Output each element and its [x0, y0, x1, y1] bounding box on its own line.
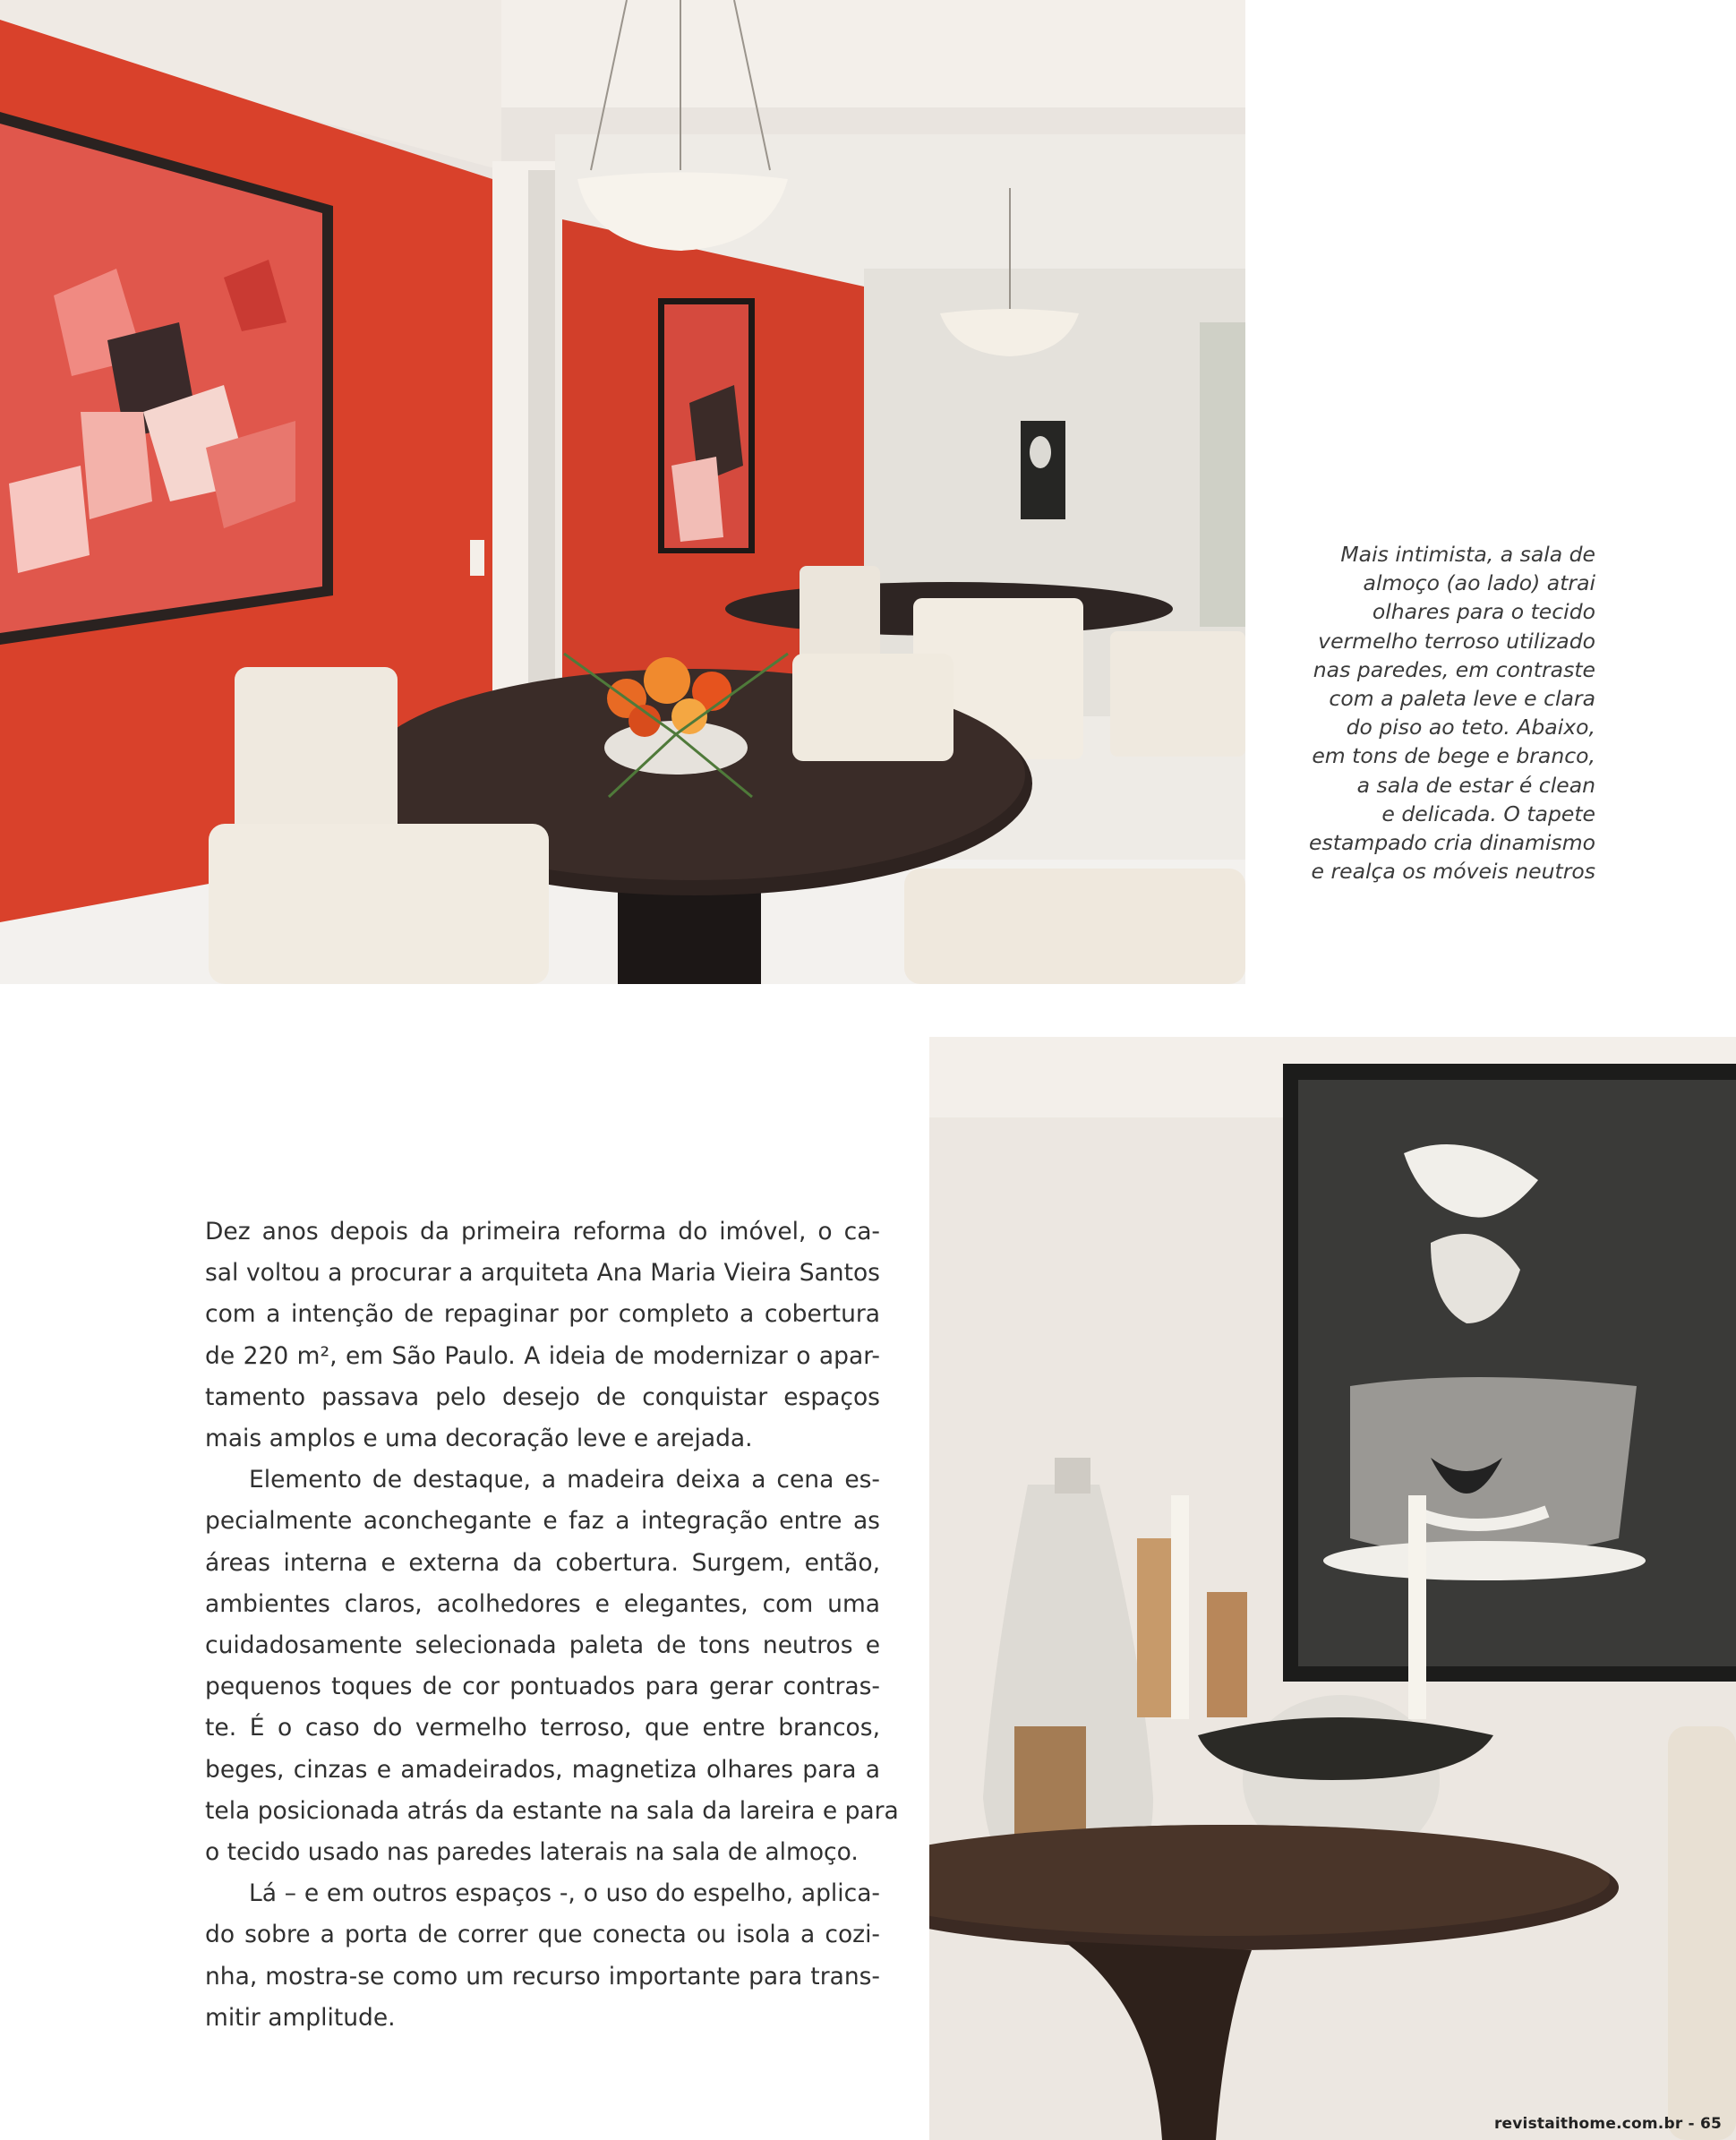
caption-line: em tons de bege e branco,: [1312, 743, 1595, 769]
dining-room-illustration: [0, 0, 1245, 984]
article-body: [205, 1211, 899, 2039]
site-url[interactable]: revistaithome.com.br: [1493, 2115, 1683, 2133]
article-line: de 220 m², em São Paulo. A ideia de modernizar o apar-: [205, 1341, 880, 1370]
artwork-reflection: [658, 298, 755, 553]
article-line: do sobre a porta de correr que conecta ou isola a cozi-: [205, 1921, 880, 1949]
article-line: Lá – e em outros espaços -, o uso do espelho, aplica-: [249, 1879, 880, 1908]
geometric-artwork: [0, 112, 333, 645]
article-line: beges, cinzas e amadeirados, magnetiza olhares para a: [205, 1755, 880, 1784]
article-line: Elemento de destaque, a madeira deixa a cena es-: [249, 1466, 880, 1494]
living-room-illustration: [929, 1037, 1736, 2140]
article-line: tamento passava pelo desejo de conquistar espaços: [205, 1382, 880, 1411]
caption-line: olhares para o tecido: [1372, 599, 1595, 625]
caption-line: com a paleta leve e clara: [1329, 686, 1595, 712]
photo-caption: [1271, 540, 1595, 886]
page-footer: [1494, 2115, 1722, 2133]
article-line: pecialmente aconchegante e faz a integração entre as: [205, 1507, 880, 1536]
caption-line: e realça os móveis neutros: [1311, 859, 1595, 885]
page-number: 65: [1699, 2115, 1722, 2133]
article-line: pequenos toques de cor pontuados para gerar contras-: [205, 1673, 880, 1701]
article-line: ambientes claros, acolhedores e elegantes, com uma: [205, 1589, 880, 1618]
caption-line: nas paredes, em contraste: [1313, 656, 1595, 682]
caption-line: a sala de estar é clean: [1356, 772, 1595, 798]
article-line: o tecido usado nas paredes laterais na sala de almoço.: [205, 1838, 859, 1867]
caption-line: vermelho terroso utilizado: [1318, 628, 1595, 654]
article-line: tela posicionada atrás da estante na sala da lareira e para: [205, 1796, 899, 1825]
article-line: Dez anos depois da primeira reforma do imóvel, o ca-: [205, 1218, 880, 1245]
caption-line: Mais intimista, a sala de: [1340, 542, 1595, 567]
caption-line: e delicada. O tapete: [1381, 800, 1595, 826]
article-line: mitir amplitude.: [205, 2003, 396, 2032]
folio-separator: -: [1688, 2115, 1695, 2133]
article-line: te. É o caso do vermelho terroso, que entre brancos,: [205, 1714, 880, 1742]
article-line: áreas interna e externa da cobertura. Surgem, então,: [205, 1548, 880, 1577]
article-line: nha, mostra-se como um recurso importante para trans-: [205, 1962, 880, 1990]
dining-room-photo: [0, 0, 1245, 984]
article-line: cuidadosamente selecionada paleta de tons neutros e: [205, 1631, 880, 1660]
caption-line: do piso ao teto. Abaixo,: [1346, 715, 1595, 740]
article-line: com a intenção de repaginar por completo a cobertura: [205, 1300, 880, 1329]
caption-line: estampado cria dinamismo: [1309, 830, 1595, 856]
living-room-photo: [929, 1037, 1736, 2140]
portrait-artwork: [1283, 1064, 1736, 1682]
caption-line: almoço (ao lado) atrai: [1363, 570, 1595, 596]
article-line: sal voltou a procurar a arquiteta Ana Maria Vieira Santos: [205, 1259, 880, 1288]
armchair: [1668, 1726, 1736, 2140]
article-line: mais amplos e uma decoração leve e arejada.: [205, 1425, 753, 1453]
